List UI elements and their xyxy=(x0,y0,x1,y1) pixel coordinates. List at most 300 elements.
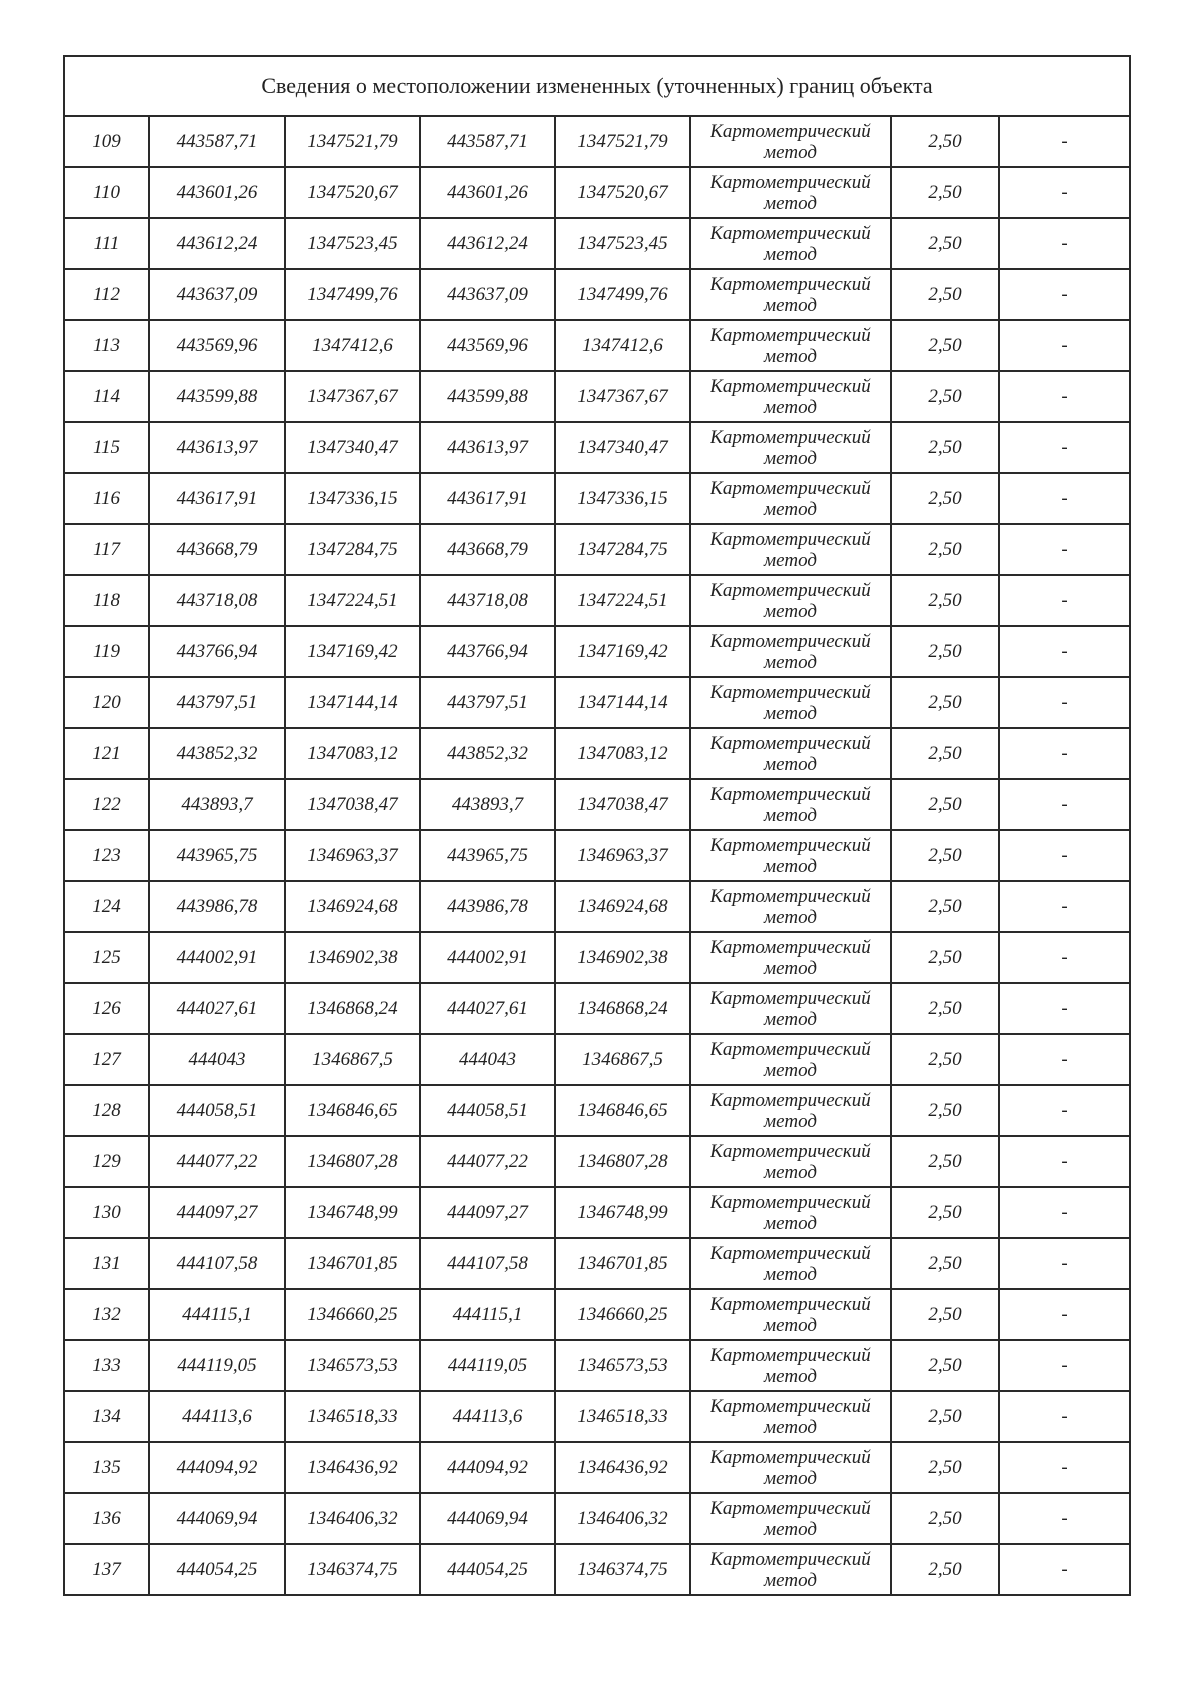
point-number-cell: 127 xyxy=(64,1034,149,1085)
y-existing-cell: 1347499,76 xyxy=(285,269,420,320)
method-line-1: Картометрический xyxy=(710,1191,871,1213)
method-cell xyxy=(690,677,891,728)
x-new-cell: 443668,79 xyxy=(420,524,555,575)
x-existing-cell: 444097,27 xyxy=(149,1187,285,1238)
table-row xyxy=(64,422,1130,473)
x-existing-cell: 444027,61 xyxy=(149,983,285,1034)
method-cell xyxy=(690,575,891,626)
point-number-cell: 136 xyxy=(64,1493,149,1544)
point-number-cell: 117 xyxy=(64,524,149,575)
y-new-cell: 1347038,47 xyxy=(555,779,690,830)
x-existing-cell: 443599,88 xyxy=(149,371,285,422)
table-row xyxy=(64,1085,1130,1136)
x-new-cell: 444119,05 xyxy=(420,1340,555,1391)
x-new-cell: 443617,91 xyxy=(420,473,555,524)
method-line-1: Картометрический xyxy=(710,579,871,601)
method-line-2: метод xyxy=(764,192,817,214)
method-cell xyxy=(690,1238,891,1289)
description-cell: - xyxy=(999,473,1130,524)
x-existing-cell: 444077,22 xyxy=(149,1136,285,1187)
table-row xyxy=(64,1238,1130,1289)
table-row xyxy=(64,1136,1130,1187)
point-number-cell: 135 xyxy=(64,1442,149,1493)
y-existing-cell: 1347521,79 xyxy=(285,116,420,167)
point-number-cell: 121 xyxy=(64,728,149,779)
accuracy-cell: 2,50 xyxy=(891,728,999,779)
x-new-cell: 444058,51 xyxy=(420,1085,555,1136)
y-new-cell: 1347284,75 xyxy=(555,524,690,575)
table-row xyxy=(64,779,1130,830)
method-cell xyxy=(690,1187,891,1238)
y-new-cell: 1347340,47 xyxy=(555,422,690,473)
y-existing-cell: 1346573,53 xyxy=(285,1340,420,1391)
method-line-2: метод xyxy=(764,1569,817,1591)
method-line-2: метод xyxy=(764,753,817,775)
point-number-cell: 128 xyxy=(64,1085,149,1136)
description-cell: - xyxy=(999,1544,1130,1595)
y-new-cell: 1347523,45 xyxy=(555,218,690,269)
x-existing-cell: 444002,91 xyxy=(149,932,285,983)
description-cell: - xyxy=(999,167,1130,218)
x-new-cell: 443599,88 xyxy=(420,371,555,422)
x-new-cell: 443718,08 xyxy=(420,575,555,626)
point-number-cell: 122 xyxy=(64,779,149,830)
description-cell: - xyxy=(999,320,1130,371)
table-row xyxy=(64,626,1130,677)
method-cell xyxy=(690,1289,891,1340)
method-line-2: метод xyxy=(764,498,817,520)
table-row xyxy=(64,320,1130,371)
method-line-2: метод xyxy=(764,1263,817,1285)
method-cell xyxy=(690,1034,891,1085)
table-row xyxy=(64,575,1130,626)
description-cell: - xyxy=(999,269,1130,320)
y-new-cell: 1346868,24 xyxy=(555,983,690,1034)
y-new-cell: 1347499,76 xyxy=(555,269,690,320)
method-line-2: метод xyxy=(764,651,817,673)
x-new-cell: 444115,1 xyxy=(420,1289,555,1340)
x-existing-cell: 443637,09 xyxy=(149,269,285,320)
y-new-cell: 1346701,85 xyxy=(555,1238,690,1289)
method-cell xyxy=(690,1136,891,1187)
x-existing-cell: 443797,51 xyxy=(149,677,285,728)
description-cell: - xyxy=(999,677,1130,728)
point-number-cell: 112 xyxy=(64,269,149,320)
x-new-cell: 444113,6 xyxy=(420,1391,555,1442)
description-cell: - xyxy=(999,983,1130,1034)
y-new-cell: 1346660,25 xyxy=(555,1289,690,1340)
method-line-2: метод xyxy=(764,1008,817,1030)
description-cell: - xyxy=(999,830,1130,881)
method-cell xyxy=(690,983,891,1034)
method-line-1: Картометрический xyxy=(710,834,871,856)
accuracy-cell: 2,50 xyxy=(891,575,999,626)
x-new-cell: 443637,09 xyxy=(420,269,555,320)
method-cell xyxy=(690,1544,891,1595)
method-line-1: Картометрический xyxy=(710,1140,871,1162)
method-cell xyxy=(690,1085,891,1136)
accuracy-cell: 2,50 xyxy=(891,218,999,269)
table-row xyxy=(64,1493,1130,1544)
point-number-cell: 134 xyxy=(64,1391,149,1442)
y-existing-cell: 1347520,67 xyxy=(285,167,420,218)
y-existing-cell: 1346701,85 xyxy=(285,1238,420,1289)
method-cell xyxy=(690,728,891,779)
y-existing-cell: 1346963,37 xyxy=(285,830,420,881)
accuracy-cell: 2,50 xyxy=(891,1136,999,1187)
accuracy-cell: 2,50 xyxy=(891,626,999,677)
y-new-cell: 1346846,65 xyxy=(555,1085,690,1136)
point-number-cell: 130 xyxy=(64,1187,149,1238)
method-line-2: метод xyxy=(764,1059,817,1081)
description-cell: - xyxy=(999,1136,1130,1187)
y-new-cell: 1347083,12 xyxy=(555,728,690,779)
method-cell xyxy=(690,932,891,983)
method-line-2: метод xyxy=(764,1314,817,1336)
table-row xyxy=(64,983,1130,1034)
y-existing-cell: 1346867,5 xyxy=(285,1034,420,1085)
method-line-1: Картометрический xyxy=(710,426,871,448)
table-row xyxy=(64,728,1130,779)
x-new-cell: 443766,94 xyxy=(420,626,555,677)
method-line-2: метод xyxy=(764,1416,817,1438)
x-existing-cell: 443965,75 xyxy=(149,830,285,881)
accuracy-cell: 2,50 xyxy=(891,1085,999,1136)
y-existing-cell: 1347284,75 xyxy=(285,524,420,575)
table-row xyxy=(64,1544,1130,1595)
method-cell xyxy=(690,524,891,575)
accuracy-cell: 2,50 xyxy=(891,167,999,218)
x-existing-cell: 443893,7 xyxy=(149,779,285,830)
x-existing-cell: 443601,26 xyxy=(149,167,285,218)
method-cell xyxy=(690,320,891,371)
x-new-cell: 443612,24 xyxy=(420,218,555,269)
method-line-1: Картометрический xyxy=(710,783,871,805)
method-line-1: Картометрический xyxy=(710,273,871,295)
method-line-1: Картометрический xyxy=(710,936,871,958)
method-line-2: метод xyxy=(764,1161,817,1183)
x-new-cell: 443797,51 xyxy=(420,677,555,728)
y-new-cell: 1346748,99 xyxy=(555,1187,690,1238)
y-existing-cell: 1347083,12 xyxy=(285,728,420,779)
y-existing-cell: 1346374,75 xyxy=(285,1544,420,1595)
y-existing-cell: 1346518,33 xyxy=(285,1391,420,1442)
method-line-1: Картометрический xyxy=(710,1089,871,1111)
y-existing-cell: 1347412,6 xyxy=(285,320,420,371)
y-new-cell: 1346924,68 xyxy=(555,881,690,932)
boundary-coordinates-table xyxy=(63,55,1131,1596)
method-line-1: Картометрический xyxy=(710,1497,871,1519)
description-cell: - xyxy=(999,1340,1130,1391)
y-existing-cell: 1346660,25 xyxy=(285,1289,420,1340)
x-new-cell: 443601,26 xyxy=(420,167,555,218)
x-existing-cell: 444043 xyxy=(149,1034,285,1085)
point-number-cell: 132 xyxy=(64,1289,149,1340)
method-cell xyxy=(690,269,891,320)
method-line-2: метод xyxy=(764,1212,817,1234)
y-new-cell: 1346807,28 xyxy=(555,1136,690,1187)
table-row xyxy=(64,1442,1130,1493)
point-number-cell: 109 xyxy=(64,116,149,167)
x-existing-cell: 444054,25 xyxy=(149,1544,285,1595)
y-new-cell: 1347336,15 xyxy=(555,473,690,524)
description-cell: - xyxy=(999,728,1130,779)
x-new-cell: 444107,58 xyxy=(420,1238,555,1289)
y-new-cell: 1347144,14 xyxy=(555,677,690,728)
y-new-cell: 1347367,67 xyxy=(555,371,690,422)
y-existing-cell: 1346436,92 xyxy=(285,1442,420,1493)
y-existing-cell: 1347038,47 xyxy=(285,779,420,830)
y-new-cell: 1346436,92 xyxy=(555,1442,690,1493)
table-title: Сведения о местоположении измененных (уточненных) границ объекта xyxy=(64,56,1130,116)
table-row xyxy=(64,1034,1130,1085)
point-number-cell: 111 xyxy=(64,218,149,269)
method-cell xyxy=(690,167,891,218)
method-cell xyxy=(690,116,891,167)
method-line-1: Картометрический xyxy=(710,630,871,652)
x-existing-cell: 443766,94 xyxy=(149,626,285,677)
table-row xyxy=(64,881,1130,932)
point-number-cell: 119 xyxy=(64,626,149,677)
table-row xyxy=(64,1187,1130,1238)
point-number-cell: 118 xyxy=(64,575,149,626)
x-new-cell: 444094,92 xyxy=(420,1442,555,1493)
point-number-cell: 114 xyxy=(64,371,149,422)
point-number-cell: 137 xyxy=(64,1544,149,1595)
y-new-cell: 1347169,42 xyxy=(555,626,690,677)
y-new-cell: 1346867,5 xyxy=(555,1034,690,1085)
x-existing-cell: 444058,51 xyxy=(149,1085,285,1136)
table-row xyxy=(64,677,1130,728)
point-number-cell: 133 xyxy=(64,1340,149,1391)
method-line-1: Картометрический xyxy=(710,1548,871,1570)
method-line-2: метод xyxy=(764,447,817,469)
method-line-1: Картометрический xyxy=(710,222,871,244)
method-line-1: Картометрический xyxy=(710,324,871,346)
accuracy-cell: 2,50 xyxy=(891,1034,999,1085)
method-line-2: метод xyxy=(764,549,817,571)
x-existing-cell: 443613,97 xyxy=(149,422,285,473)
description-cell: - xyxy=(999,1493,1130,1544)
y-existing-cell: 1347224,51 xyxy=(285,575,420,626)
accuracy-cell: 2,50 xyxy=(891,881,999,932)
x-new-cell: 443852,32 xyxy=(420,728,555,779)
table-row xyxy=(64,269,1130,320)
y-existing-cell: 1347336,15 xyxy=(285,473,420,524)
description-cell: - xyxy=(999,524,1130,575)
description-cell: - xyxy=(999,881,1130,932)
y-existing-cell: 1346846,65 xyxy=(285,1085,420,1136)
x-existing-cell: 444119,05 xyxy=(149,1340,285,1391)
y-existing-cell: 1347144,14 xyxy=(285,677,420,728)
y-new-cell: 1346963,37 xyxy=(555,830,690,881)
y-existing-cell: 1347367,67 xyxy=(285,371,420,422)
method-line-1: Картометрический xyxy=(710,120,871,142)
method-line-2: метод xyxy=(764,1365,817,1387)
x-new-cell: 443986,78 xyxy=(420,881,555,932)
method-line-2: метод xyxy=(764,1467,817,1489)
table-row xyxy=(64,371,1130,422)
accuracy-cell: 2,50 xyxy=(891,371,999,422)
method-line-2: метод xyxy=(764,600,817,622)
method-line-1: Картометрический xyxy=(710,528,871,550)
x-existing-cell: 443617,91 xyxy=(149,473,285,524)
table-row xyxy=(64,218,1130,269)
method-cell xyxy=(690,1391,891,1442)
accuracy-cell: 2,50 xyxy=(891,116,999,167)
point-number-cell: 131 xyxy=(64,1238,149,1289)
description-cell: - xyxy=(999,932,1130,983)
x-existing-cell: 444069,94 xyxy=(149,1493,285,1544)
x-existing-cell: 444094,92 xyxy=(149,1442,285,1493)
method-line-1: Картометрический xyxy=(710,375,871,397)
method-line-1: Картометрический xyxy=(710,1242,871,1264)
y-new-cell: 1347521,79 xyxy=(555,116,690,167)
y-new-cell: 1346406,32 xyxy=(555,1493,690,1544)
y-new-cell: 1346902,38 xyxy=(555,932,690,983)
method-cell xyxy=(690,881,891,932)
method-cell xyxy=(690,371,891,422)
method-cell xyxy=(690,779,891,830)
x-new-cell: 443893,7 xyxy=(420,779,555,830)
accuracy-cell: 2,50 xyxy=(891,983,999,1034)
method-line-2: метод xyxy=(764,1518,817,1540)
y-existing-cell: 1346406,32 xyxy=(285,1493,420,1544)
method-line-1: Картометрический xyxy=(710,1038,871,1060)
point-number-cell: 110 xyxy=(64,167,149,218)
accuracy-cell: 2,50 xyxy=(891,422,999,473)
table-row xyxy=(64,524,1130,575)
x-existing-cell: 443718,08 xyxy=(149,575,285,626)
description-cell: - xyxy=(999,1442,1130,1493)
accuracy-cell: 2,50 xyxy=(891,677,999,728)
method-line-2: метод xyxy=(764,1110,817,1132)
table-row xyxy=(64,1391,1130,1442)
method-cell xyxy=(690,473,891,524)
description-cell: - xyxy=(999,422,1130,473)
y-existing-cell: 1346924,68 xyxy=(285,881,420,932)
method-line-2: метод xyxy=(764,396,817,418)
y-existing-cell: 1347340,47 xyxy=(285,422,420,473)
method-line-2: метод xyxy=(764,345,817,367)
accuracy-cell: 2,50 xyxy=(891,1493,999,1544)
x-new-cell: 444027,61 xyxy=(420,983,555,1034)
description-cell: - xyxy=(999,218,1130,269)
y-existing-cell: 1347523,45 xyxy=(285,218,420,269)
method-line-2: метод xyxy=(764,243,817,265)
x-existing-cell: 443612,24 xyxy=(149,218,285,269)
accuracy-cell: 2,50 xyxy=(891,1289,999,1340)
description-cell: - xyxy=(999,1391,1130,1442)
method-line-1: Картометрический xyxy=(710,171,871,193)
x-existing-cell: 443569,96 xyxy=(149,320,285,371)
method-line-1: Картометрический xyxy=(710,987,871,1009)
description-cell: - xyxy=(999,116,1130,167)
x-new-cell: 443569,96 xyxy=(420,320,555,371)
method-line-1: Картометрический xyxy=(710,477,871,499)
point-number-cell: 120 xyxy=(64,677,149,728)
accuracy-cell: 2,50 xyxy=(891,320,999,371)
method-line-1: Картометрический xyxy=(710,681,871,703)
y-existing-cell: 1346868,24 xyxy=(285,983,420,1034)
point-number-cell: 124 xyxy=(64,881,149,932)
accuracy-cell: 2,50 xyxy=(891,473,999,524)
accuracy-cell: 2,50 xyxy=(891,1442,999,1493)
accuracy-cell: 2,50 xyxy=(891,1544,999,1595)
point-number-cell: 123 xyxy=(64,830,149,881)
method-line-2: метод xyxy=(764,855,817,877)
accuracy-cell: 2,50 xyxy=(891,1340,999,1391)
accuracy-cell: 2,50 xyxy=(891,932,999,983)
table-row xyxy=(64,116,1130,167)
y-existing-cell: 1347169,42 xyxy=(285,626,420,677)
method-cell xyxy=(690,1442,891,1493)
table-title-row xyxy=(64,56,1130,116)
method-line-1: Картометрический xyxy=(710,885,871,907)
x-new-cell: 444077,22 xyxy=(420,1136,555,1187)
y-new-cell: 1346518,33 xyxy=(555,1391,690,1442)
point-number-cell: 115 xyxy=(64,422,149,473)
x-existing-cell: 443587,71 xyxy=(149,116,285,167)
description-cell: - xyxy=(999,1289,1130,1340)
x-new-cell: 444054,25 xyxy=(420,1544,555,1595)
y-new-cell: 1347224,51 xyxy=(555,575,690,626)
table-row xyxy=(64,1340,1130,1391)
method-line-2: метод xyxy=(764,141,817,163)
point-number-cell: 113 xyxy=(64,320,149,371)
x-existing-cell: 443852,32 xyxy=(149,728,285,779)
y-new-cell: 1346573,53 xyxy=(555,1340,690,1391)
accuracy-cell: 2,50 xyxy=(891,1238,999,1289)
x-existing-cell: 444113,6 xyxy=(149,1391,285,1442)
x-existing-cell: 443986,78 xyxy=(149,881,285,932)
accuracy-cell: 2,50 xyxy=(891,779,999,830)
accuracy-cell: 2,50 xyxy=(891,269,999,320)
method-line-1: Картометрический xyxy=(710,732,871,754)
x-existing-cell: 444107,58 xyxy=(149,1238,285,1289)
table-row xyxy=(64,1289,1130,1340)
table-row xyxy=(64,932,1130,983)
description-cell: - xyxy=(999,1085,1130,1136)
method-cell xyxy=(690,1340,891,1391)
point-number-cell: 129 xyxy=(64,1136,149,1187)
x-new-cell: 444002,91 xyxy=(420,932,555,983)
method-cell xyxy=(690,626,891,677)
description-cell: - xyxy=(999,575,1130,626)
x-existing-cell: 443668,79 xyxy=(149,524,285,575)
accuracy-cell: 2,50 xyxy=(891,1391,999,1442)
y-existing-cell: 1346748,99 xyxy=(285,1187,420,1238)
y-existing-cell: 1346902,38 xyxy=(285,932,420,983)
y-new-cell: 1347520,67 xyxy=(555,167,690,218)
method-line-2: метод xyxy=(764,294,817,316)
description-cell: - xyxy=(999,371,1130,422)
description-cell: - xyxy=(999,779,1130,830)
method-line-1: Картометрический xyxy=(710,1344,871,1366)
x-new-cell: 444097,27 xyxy=(420,1187,555,1238)
y-existing-cell: 1346807,28 xyxy=(285,1136,420,1187)
point-number-cell: 116 xyxy=(64,473,149,524)
method-line-1: Картометрический xyxy=(710,1293,871,1315)
x-new-cell: 444069,94 xyxy=(420,1493,555,1544)
x-new-cell: 443587,71 xyxy=(420,116,555,167)
accuracy-cell: 2,50 xyxy=(891,1187,999,1238)
description-cell: - xyxy=(999,1187,1130,1238)
x-new-cell: 443965,75 xyxy=(420,830,555,881)
y-new-cell: 1347412,6 xyxy=(555,320,690,371)
description-cell: - xyxy=(999,626,1130,677)
method-line-2: метод xyxy=(764,957,817,979)
